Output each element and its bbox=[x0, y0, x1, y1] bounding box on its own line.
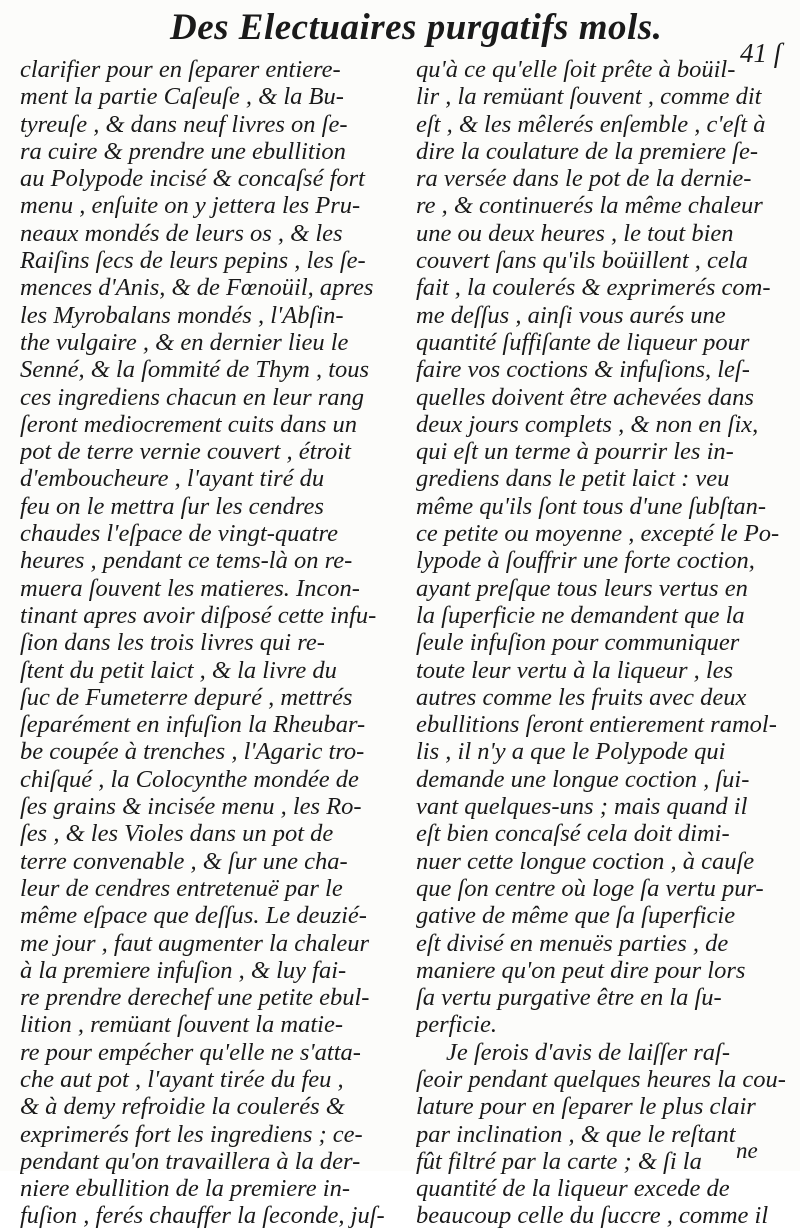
text-line: lis , il n'y a que le Polypode qui bbox=[416, 738, 726, 766]
text-line: eſt bien concaſsé cela doit dimi- bbox=[416, 820, 730, 848]
page-number: 41 ſ bbox=[740, 38, 782, 68]
text-line: quantité de la liqueur excede de bbox=[416, 1175, 730, 1203]
text-line: nuer cette longue coction , à cauſe bbox=[416, 847, 755, 875]
text-line: demande une longue coction , ſui- bbox=[416, 765, 750, 793]
text-line: vant quelques-uns ; mais quand il bbox=[416, 793, 748, 821]
text-line: che aut pot , l'ayant tirée du feu , bbox=[20, 1065, 344, 1093]
text-line: qui eſt un terme à pourrir les in- bbox=[416, 438, 734, 466]
text-line: deux jours complets , & non en ſix, bbox=[416, 410, 759, 438]
text-line: muera ſouvent les matieres. Incon- bbox=[20, 574, 360, 602]
text-line: leur de cendres entretenuë par le bbox=[20, 874, 343, 902]
text-line: couvert ſans qu'ils boüillent , cela bbox=[416, 247, 748, 275]
text-line: ra cuire & prendre une ebullition bbox=[20, 137, 346, 165]
text-line: heures , pendant ce tems-là on re- bbox=[20, 547, 353, 575]
text-line: clarifier pour en ſeparer entiere- bbox=[20, 56, 341, 83]
text-line: qu'à ce qu'elle ſoit prête à boüil- bbox=[416, 56, 736, 83]
text-line: lir , la remüant ſouvent , comme dit bbox=[416, 83, 762, 111]
text-line: les Myrobalans mondés , l'Abſin- bbox=[20, 301, 344, 329]
text-line: d'emboucheure , l'ayant tiré du bbox=[20, 465, 325, 493]
text-line: chaudes l'eſpace de vingt-quatre bbox=[20, 520, 338, 548]
text-line: gative de même que ſa ſuperficie bbox=[416, 902, 736, 930]
text-line: ayant preſque tous leurs vertus en bbox=[416, 574, 748, 602]
text-line: tinant apres avoir diſposé cette infu- bbox=[20, 601, 377, 629]
text-line: ſtent du petit laict , & la livre du bbox=[20, 656, 337, 684]
text-line: terre convenable , & ſur une cha- bbox=[20, 847, 348, 875]
text-line: ſeule infuſion pour communiquer bbox=[416, 629, 740, 657]
text-line: lature pour en ſeparer le plus clair bbox=[416, 1093, 756, 1121]
text-line: eſt , & les mêlerés enſemble , c'eſt à bbox=[416, 110, 766, 138]
text-line: re pour empécher qu'elle ne s'atta- bbox=[20, 1038, 361, 1066]
text-line: exprimerés fort les ingrediens ; ce- bbox=[20, 1120, 363, 1148]
text-line: même eſpace que deſſus. Le deuzié- bbox=[20, 902, 367, 930]
text-line: ment la partie Caſeuſe , & la Bu- bbox=[20, 83, 344, 111]
text-line: ſes , & les Violes dans un pot de bbox=[20, 820, 334, 848]
text-line: ce petite ou moyenne , excepté le Po- bbox=[416, 520, 780, 548]
text-line: fait , la coulerés & exprimerés com- bbox=[416, 274, 771, 302]
text-line: au Polypode incisé & concaſsé fort bbox=[20, 165, 365, 193]
text-line: niere ebullition de la premiere in- bbox=[20, 1175, 350, 1203]
text-line: quantité ſuffiſante de liqueur pour bbox=[416, 328, 750, 356]
text-line: ebullitions ſeront entierement ramol- bbox=[416, 711, 777, 739]
text-line: ſeront mediocrement cuits dans un bbox=[20, 410, 358, 438]
text-line: grediens dans le petit laict : veu bbox=[416, 465, 730, 493]
left-text-column bbox=[20, 56, 392, 1230]
text-line: the vulgaire , & en dernier lieu le bbox=[20, 328, 349, 356]
text-line: menu , enſuite on y jettera les Pru- bbox=[20, 192, 361, 220]
text-line: pot de terre vernie couvert , étroit bbox=[20, 438, 351, 466]
text-line: ſeoir pendant quelques heures la cou- bbox=[416, 1065, 786, 1093]
text-line: fût filtré par la carte ; & ſi la bbox=[416, 1147, 702, 1175]
text-line: neaux mondés de leurs os , & les bbox=[20, 219, 343, 247]
text-line: ſeparément en infuſion la Rheubar- bbox=[20, 711, 366, 739]
text-line: beaucoup celle du ſuccre , comme il bbox=[416, 1202, 769, 1230]
text-line: à la premiere infuſion , & luy fai- bbox=[20, 956, 347, 984]
text-line: ſion dans les trois livres qui re- bbox=[20, 629, 325, 657]
text-line: tyreuſe , & dans neuf livres on ſe- bbox=[20, 110, 348, 138]
text-line: la ſuperficie ne demandent que la bbox=[416, 601, 745, 629]
catchword: ne bbox=[736, 1138, 758, 1163]
text-line: Je ſerois d'avis de laiſſer raſ- bbox=[446, 1038, 730, 1066]
text-line: ces ingrediens chacun en leur rang bbox=[20, 383, 365, 411]
text-line: autres comme les fruits avec deux bbox=[416, 683, 747, 711]
text-line: lypode à ſouffrir une forte coction, bbox=[416, 547, 755, 575]
text-line: ſuc de Fumeterre depuré , mettrés bbox=[20, 683, 353, 711]
text-line: re , & continuerés la même chaleur bbox=[416, 192, 763, 220]
text-line: lition , remüant ſouvent la matie- bbox=[20, 1011, 343, 1039]
text-line: quelles doivent être achevées dans bbox=[416, 383, 754, 411]
text-line: fuſion , ferés chauffer la ſeconde, juſ- bbox=[20, 1202, 385, 1230]
text-line: mences d'Anis, & de Fœnoüil, apres bbox=[20, 274, 374, 302]
text-line: ra versée dans le pot de la dernie- bbox=[416, 165, 752, 193]
right-text-column bbox=[416, 56, 788, 1230]
text-line: pendant qu'on travaillera à la der- bbox=[20, 1147, 361, 1175]
text-line: re prendre derechef une petite ebul- bbox=[20, 984, 370, 1012]
running-head-title: Des Electuaires purgatifs mols. bbox=[170, 7, 663, 48]
text-line: Raiſins ſecs de leurs pepins , les ſe- bbox=[20, 247, 366, 275]
text-line: par inclination , & que le reſtant bbox=[416, 1120, 736, 1148]
text-line: ſa vertu purgative être en la ſu- bbox=[416, 984, 722, 1012]
text-line: maniere qu'on peut dire pour lors bbox=[416, 956, 746, 984]
text-line: me jour , faut augmenter la chaleur bbox=[20, 929, 370, 957]
text-line: eſt divisé en menuës parties , de bbox=[416, 929, 729, 957]
text-line: que ſon centre où loge ſa vertu pur- bbox=[416, 874, 764, 902]
text-line: une ou deux heures , le tout bien bbox=[416, 219, 734, 247]
text-line: chiſqué , la Colocynthe mondée de bbox=[20, 765, 359, 793]
text-line: perficie. bbox=[416, 1011, 497, 1039]
text-line: Senné, & la ſommité de Thym , tous bbox=[20, 356, 370, 384]
text-line: & à demy refroidie la coulerés & bbox=[20, 1093, 345, 1121]
text-line: même qu'ils ſont tous d'une ſubſtan- bbox=[416, 492, 767, 520]
text-line: faire vos coctions & infuſions, leſ- bbox=[416, 356, 750, 384]
text-line: be coupée à trenches , l'Agaric tro- bbox=[20, 738, 365, 766]
text-line: me deſſus , ainſi vous aurés une bbox=[416, 301, 726, 329]
text-line: dire la coulature de la premiere ſe- bbox=[416, 137, 758, 165]
text-line: feu on le mettra ſur les cendres bbox=[20, 492, 324, 520]
text-line: ſes grains & incisée menu , les Ro- bbox=[20, 793, 362, 821]
text-line: toute leur vertu à la liqueur , les bbox=[416, 656, 734, 684]
